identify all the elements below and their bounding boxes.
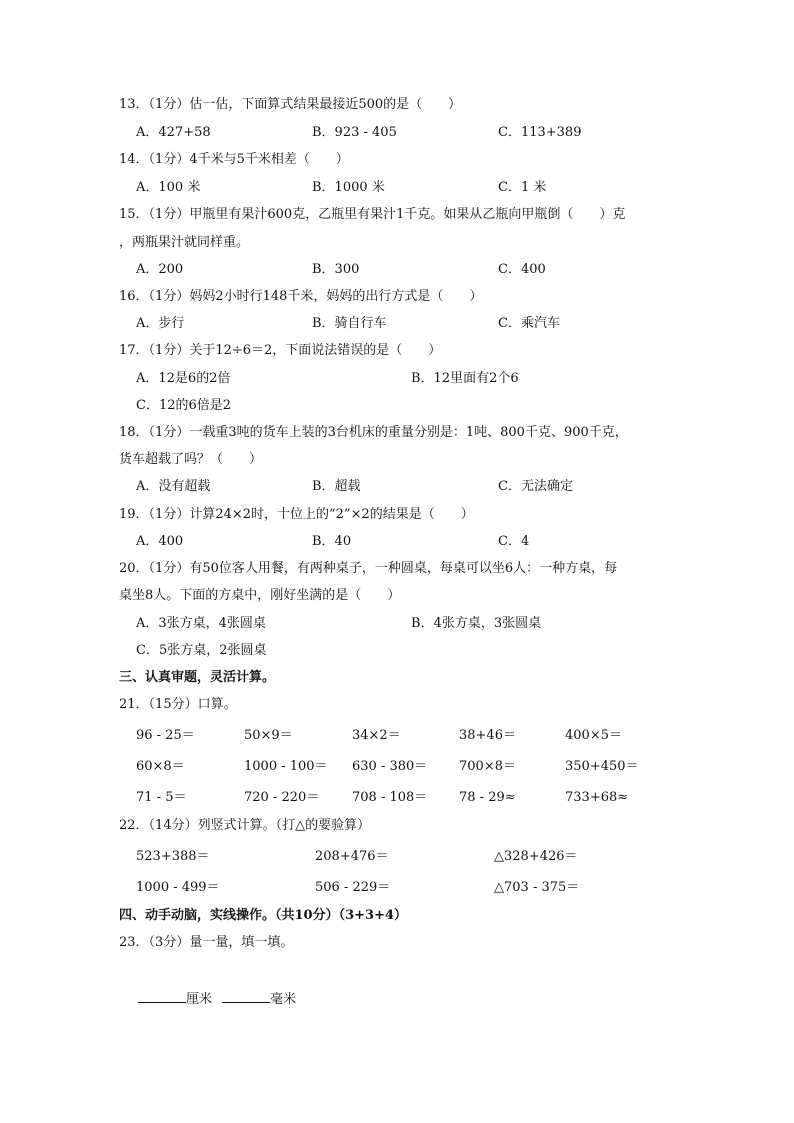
question-20: 20．（1分）有50位客人用餐，有两种桌子，一种圆桌，每桌可以坐6人：一种方桌，每 <box>119 561 618 576</box>
oral-item: 733+68≈ <box>565 790 629 805</box>
q13-option-a: A．427+58 <box>136 125 211 140</box>
question-18: 18．（1分）一载重3吨的货车上装的3台机床的重量分别是：1吨、800千克、900千克， <box>119 425 628 440</box>
question-19: 19．（1分）计算24×2时，十位上的“2”×2的结果是（ ） <box>119 507 474 522</box>
oral-item: 700×8＝ <box>459 759 516 774</box>
oral-item: 38+46＝ <box>459 728 516 743</box>
q15-option-b: B．300 <box>312 262 360 277</box>
q18-option-b: B．超载 <box>312 479 361 494</box>
q16-option-c: C．乘汽车 <box>498 316 560 331</box>
unit-mm: 毫米 <box>270 992 297 1007</box>
unit-cm: 厘米 <box>186 992 213 1007</box>
question-23: 23．（3分）量一量，填一填。 <box>119 935 294 950</box>
question-14: 14．（1分）4千米与5千米相差（ ） <box>119 152 349 167</box>
q16-option-b: B．骑自行车 <box>312 316 387 331</box>
q20-option-a: A．3张方桌，4张圆桌 <box>136 616 266 631</box>
question-17: 17．（1分）关于12÷6＝2，下面说法错误的是（ ） <box>119 343 442 358</box>
q16-option-a: A．步行 <box>136 316 185 331</box>
q17-option-c: C．12的6倍是2 <box>136 398 232 413</box>
question-21: 21．（15分）口算。 <box>119 697 237 712</box>
q19-option-b: B．40 <box>312 534 352 549</box>
oral-item: 60×8＝ <box>136 759 185 774</box>
q20-option-c: C．5张方桌，2张圆桌 <box>136 643 267 658</box>
question-13: 13．（1分）估一估，下面算式结果最接近500的是（ ） <box>119 97 462 112</box>
question-20-cont: 桌坐8人。下面的方桌中，刚好坐满的是（ ） <box>119 588 401 603</box>
question-18-cont: 货车超载了吗？（ ） <box>119 452 263 467</box>
vertical-calc-item: 523+388＝ <box>136 849 210 864</box>
oral-item: 1000 - 100＝ <box>244 759 328 774</box>
section-3-title: 三、认真审题，灵活计算。 <box>119 670 276 685</box>
q20-option-b: B．4张方桌，3张圆桌 <box>411 616 542 631</box>
vertical-calc-item: 208+476＝ <box>315 849 389 864</box>
oral-item: 720 - 220＝ <box>244 790 320 805</box>
oral-item: 78 - 29≈ <box>459 790 516 805</box>
oral-item: 71 - 5＝ <box>136 790 187 805</box>
q18-option-a: A．没有超载 <box>136 479 211 494</box>
vertical-calc-item: △703 - 375＝ <box>494 880 580 895</box>
vertical-calc-item: △328+426＝ <box>494 849 578 864</box>
section-4-title: 四、动手动脑，实线操作。（共10分）（3+3+4） <box>119 908 408 923</box>
oral-item: 96 - 25＝ <box>136 728 195 743</box>
q18-option-c: C．无法确定 <box>498 479 573 494</box>
oral-item: 708 - 108＝ <box>352 790 428 805</box>
q14-option-b: B．1000 米 <box>312 180 385 195</box>
question-16: 16．（1分）妈妈2小时行148千米，妈妈的出行方式是（ ） <box>119 289 483 304</box>
answer-blank-mm[interactable] <box>222 990 270 1003</box>
measure-answer-row <box>138 990 296 1008</box>
question-22: 22．（14分）列竖式计算。（打△的要验算） <box>119 818 371 833</box>
q13-option-c: C．113+389 <box>498 125 582 140</box>
q13-option-b: B．923 - 405 <box>312 125 397 140</box>
vertical-calc-item: 506 - 229＝ <box>315 880 391 895</box>
oral-item: 50×9＝ <box>244 728 293 743</box>
oral-item: 400×5＝ <box>565 728 622 743</box>
oral-item: 350+450＝ <box>565 759 639 774</box>
vertical-calc-item: 1000 - 499＝ <box>136 880 220 895</box>
answer-blank-cm[interactable] <box>138 990 186 1003</box>
q17-option-a: A．12是6的2倍 <box>136 371 231 386</box>
oral-item: 34×2＝ <box>352 728 401 743</box>
q14-option-a: A．100 米 <box>136 180 201 195</box>
q19-option-c: C．4 <box>498 534 530 549</box>
q15-option-c: C．400 <box>498 262 546 277</box>
q19-option-a: A．400 <box>136 534 184 549</box>
oral-item: 630 - 380＝ <box>352 759 428 774</box>
question-15-cont: ，两瓶果汁就同样重。 <box>119 235 250 250</box>
q17-option-b: B．12里面有2个6 <box>411 371 519 386</box>
q14-option-c: C．1 米 <box>498 180 547 195</box>
q15-option-a: A．200 <box>136 262 184 277</box>
question-15: 15．（1分）甲瓶里有果汁600克，乙瓶里有果汁1千克。如果从乙瓶向甲瓶倒（ ）克 <box>119 207 626 222</box>
